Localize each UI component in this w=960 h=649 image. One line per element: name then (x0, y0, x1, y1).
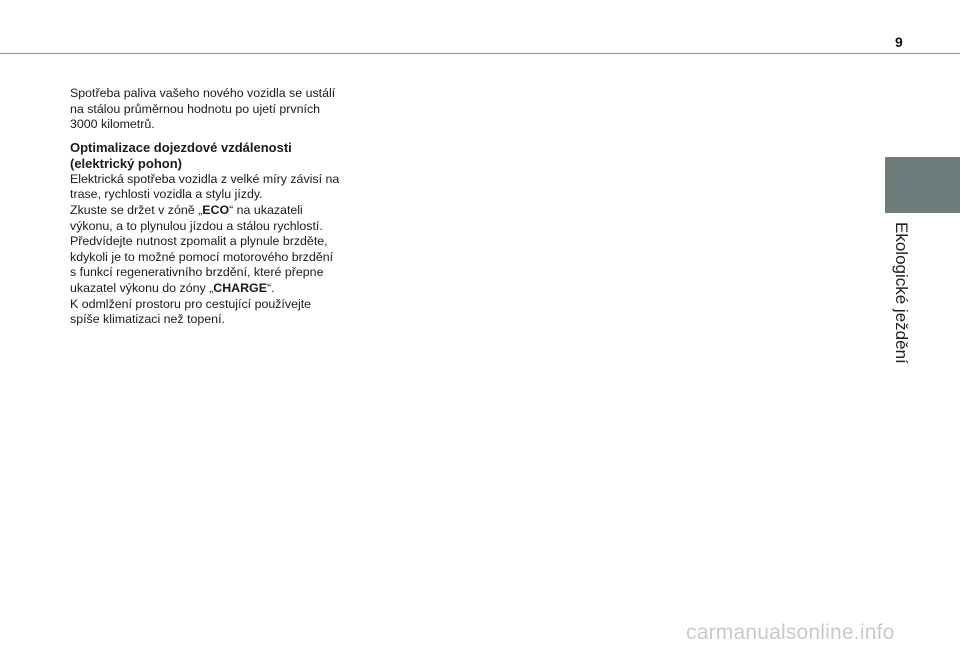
charge-label: CHARGE (213, 280, 267, 295)
body-line: trase, rychlosti vozidla a stylu jízdy. (70, 187, 263, 202)
eco-zone-paragraph (70, 203, 340, 234)
eco-line-prefix: Zkuste se držet v zóně „ (70, 202, 203, 217)
watermark-text: carmanualsonline.info (686, 621, 895, 644)
intro-line: 3000 kilometrů. (70, 117, 155, 132)
eco-line (70, 203, 303, 217)
main-content (70, 86, 340, 328)
page-number: 9 (895, 34, 903, 50)
consumption-paragraph (70, 172, 340, 203)
body-line: K odmlžení prostoru pro cestující používejte (70, 296, 312, 311)
intro-line: Spotřeba paliva vašeho nového vozidla se ustálí (70, 86, 336, 100)
intro-paragraph (70, 86, 340, 133)
heading-line: Optimalizace dojezdové vzdálenosti (70, 139, 292, 155)
heading-line: (elektrický pohon) (70, 155, 182, 171)
chapter-title: Ekologické ježdění (892, 222, 911, 364)
eco-label: ECO (202, 202, 230, 217)
body-line: s funkcí regenerativního brzdění, které přepne (70, 265, 324, 280)
section-heading (70, 140, 340, 172)
braking-paragraph (70, 234, 340, 296)
body-line: výkonu, a to plynulou jízdou a stálou rychlostí. (70, 218, 323, 233)
header-divider (0, 53, 960, 54)
chapter-tab-marker (885, 157, 960, 213)
body-line: Elektrická spotřeba vozidla z velké míry závisí na (70, 171, 340, 186)
climate-paragraph (70, 297, 340, 328)
charge-line (70, 281, 275, 295)
body-line: Předvídejte nutnost zpomalit a plynule brzděte, (70, 234, 328, 249)
charge-line-suffix: “. (266, 280, 275, 295)
body-line: kdykoli je to možné pomocí motorového brzdění (70, 249, 334, 264)
charge-line-prefix: ukazatel výkonu do zóny „ (70, 280, 214, 295)
eco-line-suffix: “ na ukazateli (229, 202, 303, 217)
intro-line: na stálou průměrnou hodnotu po ujetí prvních (70, 101, 321, 116)
body-line: spíše klimatizaci než topení. (70, 312, 225, 327)
